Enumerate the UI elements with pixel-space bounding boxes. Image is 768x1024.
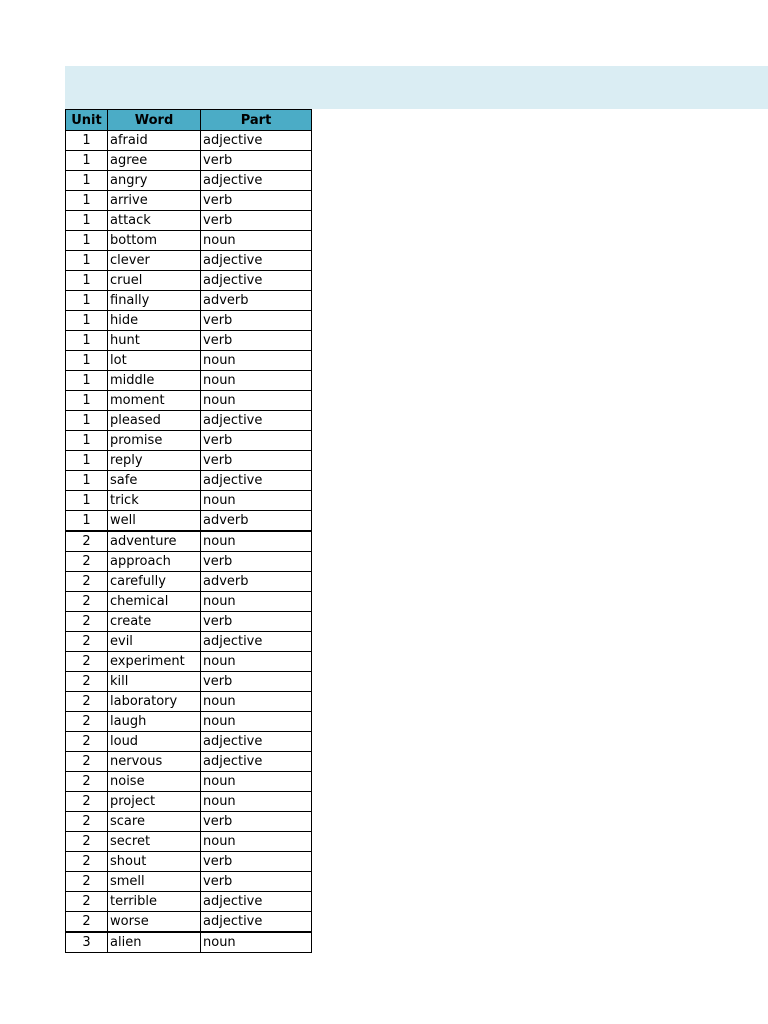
header-row (66, 110, 312, 131)
vocabulary-table (65, 109, 312, 953)
table-row (66, 812, 312, 832)
cell-word: moment (108, 391, 201, 411)
table-row (66, 872, 312, 892)
table-row (66, 451, 312, 471)
cell-unit: 1 (66, 311, 108, 331)
cell-unit: 2 (66, 832, 108, 852)
cell-part: noun (201, 391, 312, 411)
header-word: Word (108, 110, 201, 131)
cell-unit: 1 (66, 131, 108, 151)
cell-part: noun (201, 792, 312, 812)
cell-word: noise (108, 772, 201, 792)
cell-unit: 2 (66, 912, 108, 933)
cell-word: trick (108, 491, 201, 511)
table-row (66, 752, 312, 772)
table-row (66, 371, 312, 391)
cell-word: agree (108, 151, 201, 171)
cell-word: secret (108, 832, 201, 852)
title-banner (65, 66, 768, 109)
cell-unit: 2 (66, 812, 108, 832)
cell-unit: 2 (66, 672, 108, 692)
table-row (66, 471, 312, 491)
table-body (66, 131, 312, 953)
cell-part: verb (201, 872, 312, 892)
cell-part: adjective (201, 131, 312, 151)
table-row (66, 932, 312, 953)
table-row (66, 712, 312, 732)
cell-word: laugh (108, 712, 201, 732)
cell-unit: 2 (66, 752, 108, 772)
cell-unit: 1 (66, 391, 108, 411)
cell-word: pleased (108, 411, 201, 431)
cell-word: nervous (108, 752, 201, 772)
table-row (66, 652, 312, 672)
cell-part: adjective (201, 752, 312, 772)
cell-word: loud (108, 732, 201, 752)
cell-word: adventure (108, 531, 201, 552)
cell-part: noun (201, 692, 312, 712)
cell-part: noun (201, 832, 312, 852)
cell-unit: 1 (66, 351, 108, 371)
cell-unit: 3 (66, 932, 108, 953)
cell-unit: 2 (66, 652, 108, 672)
cell-unit: 1 (66, 471, 108, 491)
cell-part: verb (201, 552, 312, 572)
table-row (66, 271, 312, 291)
cell-word: evil (108, 632, 201, 652)
cell-part: noun (201, 231, 312, 251)
cell-word: clever (108, 251, 201, 271)
cell-part: verb (201, 612, 312, 632)
cell-part: adverb (201, 291, 312, 311)
cell-part: adjective (201, 171, 312, 191)
table-row (66, 391, 312, 411)
cell-word: smell (108, 872, 201, 892)
cell-word: create (108, 612, 201, 632)
cell-part: noun (201, 652, 312, 672)
cell-part: noun (201, 491, 312, 511)
table-row (66, 191, 312, 211)
cell-part: verb (201, 451, 312, 471)
cell-part: adjective (201, 251, 312, 271)
table-row (66, 231, 312, 251)
cell-part: adverb (201, 511, 312, 532)
table-row (66, 531, 312, 552)
cell-unit: 1 (66, 371, 108, 391)
table-row (66, 572, 312, 592)
cell-word: promise (108, 431, 201, 451)
cell-unit: 1 (66, 411, 108, 431)
cell-word: lot (108, 351, 201, 371)
table-row (66, 171, 312, 191)
cell-word: experiment (108, 652, 201, 672)
cell-word: carefully (108, 572, 201, 592)
cell-unit: 2 (66, 852, 108, 872)
cell-word: finally (108, 291, 201, 311)
cell-word: alien (108, 932, 201, 953)
cell-word: hide (108, 311, 201, 331)
header-unit: Unit (66, 110, 108, 131)
table-row (66, 331, 312, 351)
table-row (66, 732, 312, 752)
cell-part: noun (201, 772, 312, 792)
cell-word: hunt (108, 331, 201, 351)
cell-part: noun (201, 932, 312, 953)
cell-part: verb (201, 331, 312, 351)
table-row (66, 411, 312, 431)
cell-word: scare (108, 812, 201, 832)
cell-unit: 1 (66, 491, 108, 511)
cell-part: adjective (201, 632, 312, 652)
cell-part: verb (201, 431, 312, 451)
cell-word: reply (108, 451, 201, 471)
cell-word: attack (108, 211, 201, 231)
cell-unit: 1 (66, 211, 108, 231)
cell-unit: 1 (66, 271, 108, 291)
cell-unit: 1 (66, 191, 108, 211)
cell-word: afraid (108, 131, 201, 151)
cell-unit: 2 (66, 872, 108, 892)
cell-part: noun (201, 592, 312, 612)
cell-unit: 1 (66, 151, 108, 171)
cell-part: noun (201, 371, 312, 391)
table-row (66, 491, 312, 511)
table-row (66, 511, 312, 532)
cell-word: angry (108, 171, 201, 191)
table-row (66, 552, 312, 572)
cell-part: verb (201, 191, 312, 211)
table-row (66, 792, 312, 812)
cell-unit: 2 (66, 632, 108, 652)
cell-part: verb (201, 211, 312, 231)
table-row (66, 772, 312, 792)
table-row (66, 632, 312, 652)
table-row (66, 311, 312, 331)
cell-unit: 2 (66, 712, 108, 732)
cell-unit: 1 (66, 231, 108, 251)
cell-word: approach (108, 552, 201, 572)
table-row (66, 151, 312, 171)
cell-word: worse (108, 912, 201, 933)
cell-unit: 1 (66, 431, 108, 451)
table-row (66, 211, 312, 231)
cell-unit: 1 (66, 171, 108, 191)
table-row (66, 612, 312, 632)
cell-word: project (108, 792, 201, 812)
cell-unit: 2 (66, 692, 108, 712)
cell-word: kill (108, 672, 201, 692)
table-row (66, 692, 312, 712)
table-row (66, 832, 312, 852)
cell-part: adverb (201, 572, 312, 592)
cell-unit: 2 (66, 792, 108, 812)
cell-part: noun (201, 712, 312, 732)
table-row (66, 351, 312, 371)
cell-part: adjective (201, 732, 312, 752)
cell-part: verb (201, 151, 312, 171)
cell-word: middle (108, 371, 201, 391)
table-row (66, 852, 312, 872)
cell-unit: 2 (66, 531, 108, 552)
cell-word: well (108, 511, 201, 532)
cell-part: adjective (201, 271, 312, 291)
cell-word: arrive (108, 191, 201, 211)
cell-part: adjective (201, 411, 312, 431)
cell-word: terrible (108, 892, 201, 912)
table-row (66, 431, 312, 451)
cell-unit: 1 (66, 251, 108, 271)
cell-part: verb (201, 812, 312, 832)
cell-part: adjective (201, 912, 312, 933)
cell-part: adjective (201, 471, 312, 491)
table-row (66, 251, 312, 271)
cell-unit: 2 (66, 552, 108, 572)
cell-word: cruel (108, 271, 201, 291)
header-part: Part (201, 110, 312, 131)
cell-unit: 2 (66, 732, 108, 752)
cell-part: noun (201, 531, 312, 552)
cell-unit: 1 (66, 331, 108, 351)
cell-unit: 2 (66, 592, 108, 612)
cell-unit: 1 (66, 291, 108, 311)
cell-word: shout (108, 852, 201, 872)
cell-unit: 2 (66, 612, 108, 632)
table-row (66, 672, 312, 692)
cell-word: safe (108, 471, 201, 491)
cell-unit: 2 (66, 892, 108, 912)
table-row (66, 592, 312, 612)
table-row (66, 131, 312, 151)
cell-unit: 1 (66, 511, 108, 532)
cell-word: laboratory (108, 692, 201, 712)
cell-unit: 2 (66, 772, 108, 792)
cell-unit: 2 (66, 572, 108, 592)
cell-part: noun (201, 351, 312, 371)
cell-part: verb (201, 672, 312, 692)
cell-part: verb (201, 311, 312, 331)
cell-part: adjective (201, 892, 312, 912)
cell-word: chemical (108, 592, 201, 612)
cell-part: verb (201, 852, 312, 872)
table-row (66, 912, 312, 933)
table-row (66, 892, 312, 912)
cell-word: bottom (108, 231, 201, 251)
cell-unit: 1 (66, 451, 108, 471)
table-row (66, 291, 312, 311)
